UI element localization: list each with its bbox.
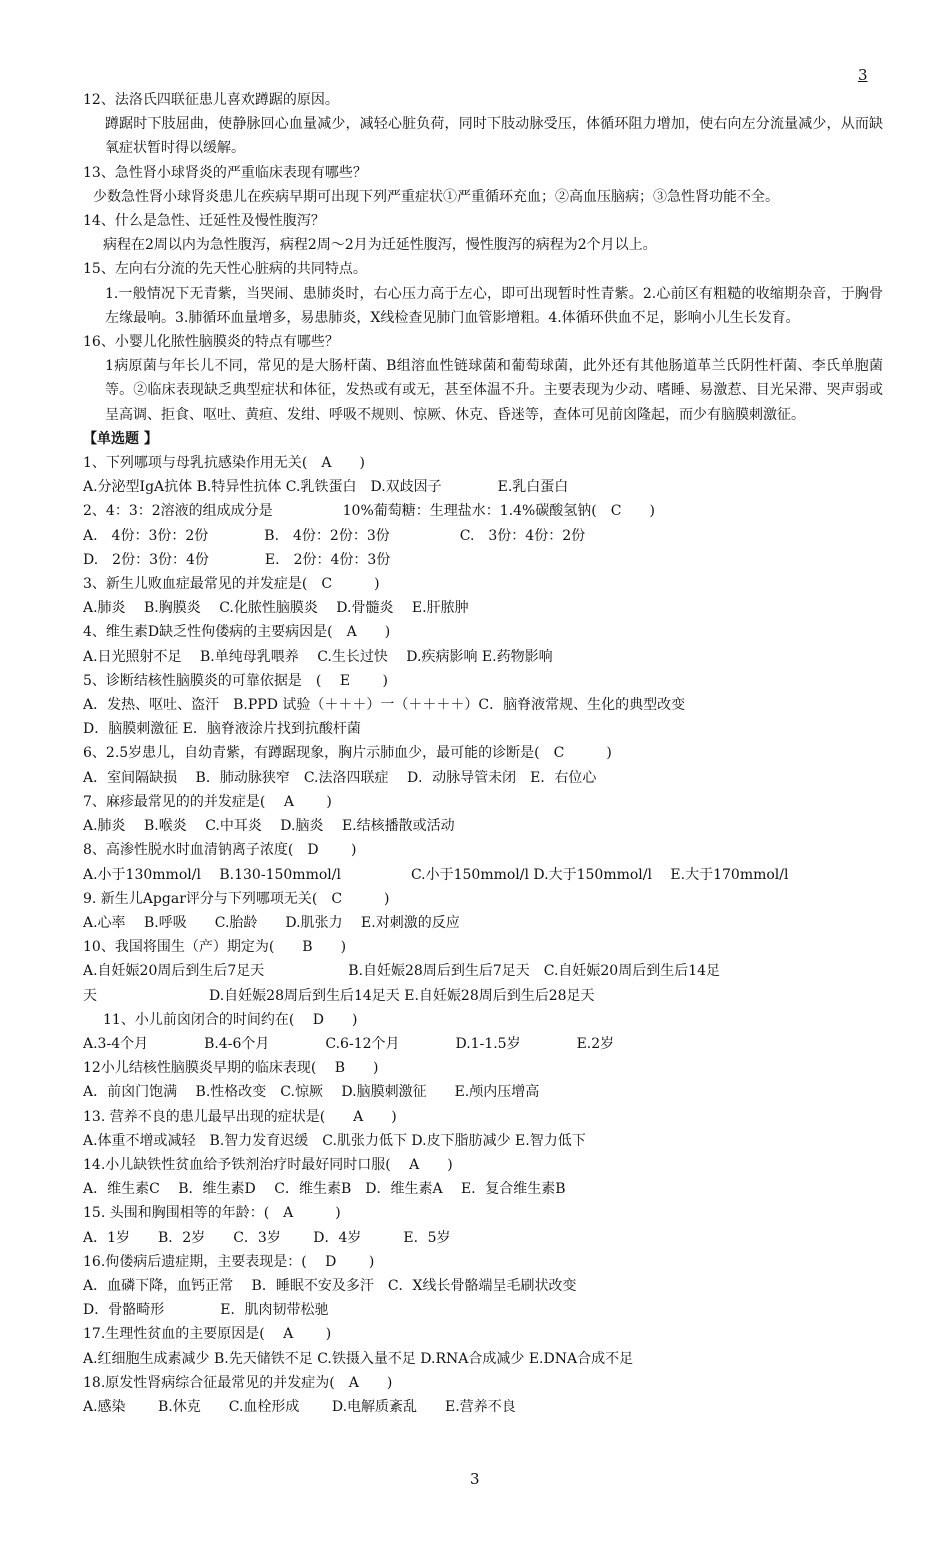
page-number-top: 3 bbox=[858, 66, 868, 84]
mcq-18-options: A.感染 B.休克 C.血栓形成 D.电解质紊乱 E.营养不良 bbox=[83, 1398, 516, 1415]
mcq-16-options-b: D．骨骼畸形 E．肌肉韧带松驰 bbox=[83, 1302, 329, 1319]
mcq-11-stem: 11、小儿前囟闭合的时间约在( D ) bbox=[103, 1011, 358, 1028]
mcq-13-options: A.体重不增或减轻 B.智力发育迟缓 C.肌张力低下 D.皮下脂肪减少 E.智力低下 bbox=[83, 1132, 586, 1149]
question-16-answer: 1病原菌与年长儿不同，常见的是大肠杆菌、B组溶血性链球菌和葡萄球菌，此外还有其他肠道革兰氏阴性杆菌、李氏单胞菌等。②临床表现缺乏典型症状和体征，发热或有或无，甚至体温不升。主要表现为少动、嗜睡、易激惹、目光呆滞、哭声弱或呈高调、拒食、呕吐、黄疸、发绀、呼吸不规则、惊厥、休克、昏迷等，查体可见前囟隆起，而少有脑膜刺激征。 bbox=[105, 358, 883, 423]
question-14-answer: 病程在2周以内为急性腹泻，病程2周～2月为迁延性腹泻，慢性腹泻的病程为2个月以上。 bbox=[103, 237, 657, 254]
question-13-answer: 少数急性肾小球肾炎患儿在疾病早期可出现下列严重症状①严重循环充血；②高血压脑病；③急性肾功能不全。 bbox=[93, 188, 779, 205]
mcq-18-stem: 18.原发性肾病综合征最常见的并发症为( A ) bbox=[83, 1374, 393, 1391]
mcq-10-options-b: 天 D.自妊娠28周后到生后14足天 E.自妊娠28周后到生后28足天 bbox=[83, 987, 595, 1004]
mcq-16-stem: 16.佝偻病后遗症期，主要表现是：( D ) bbox=[83, 1253, 375, 1270]
mcq-9-options: A.心率 B.呼吸 C.胎龄 D.肌张力 E.对刺激的反应 bbox=[83, 914, 460, 931]
mcq-2-options-b: D. 2份：3份：4份 E. 2份：4份：3份 bbox=[83, 551, 391, 568]
mcq-6-stem: 6、2.5岁患儿，自幼青紫，有蹲踞现象，胸片示肺血少，最可能的诊断是( C ) bbox=[83, 745, 612, 762]
mcq-12-options: A．前囟门饱满 B.性格改变 C.惊厥 D.脑膜刺激征 E.颅内压增高 bbox=[83, 1084, 540, 1101]
mcq-7-stem: 7、麻疹最常见的的并发症是( A ) bbox=[83, 793, 332, 810]
mcq-17-stem: 17.生理性贫血的主要原因是( A ) bbox=[83, 1326, 332, 1343]
mcq-1-stem: 1、下列哪项与母乳抗感染作用无关( A ) bbox=[83, 455, 365, 472]
mcq-14-options: A．维生素C B．维生素D C．维生素B D．维生素A E．复合维生素B bbox=[83, 1181, 566, 1198]
question-12-title: 12、法洛氏四联征患儿喜欢蹲踞的原因。 bbox=[83, 92, 339, 108]
question-12-answer: 蹲踞时下肢屈曲，使静脉回心血量减少，减轻心脏负荷，同时下肢动脉受压，体循环阻力增加，使右向左分流量减少，从而缺氧症状暂时得以缓解。 bbox=[105, 116, 883, 157]
mcq-2-options-a: A. 4份：3份：2份 B. 4份：2份：3份 C. 3份：4份：2份 bbox=[83, 527, 586, 544]
mcq-10-options-a: A.自妊娠20周后到生后7足天 B.自妊娠28周后到生后7足天 C.自妊娠20周后到生后14足 bbox=[83, 963, 721, 980]
mcq-15-stem: 15. 头围和胸围相等的年龄：( A ) bbox=[83, 1205, 341, 1222]
mcq-15-options: A．1岁 B．2岁 C．3岁 D．4岁 E．5岁 bbox=[83, 1229, 451, 1246]
mcq-2-stem: 2、4：3：2溶液的组成成分是 10%葡萄糖：生理盐水：1.4%碳酸氢钠( C ) bbox=[83, 503, 655, 520]
mcq-8-options: A.小于130mmol/l B.130-150mmol/l C.小于150mmol/l D.大于150mmol/l E.大于170mmol/l bbox=[83, 866, 789, 883]
mcq-14-stem: 14.小儿缺铁性贫血给予铁剂治疗时最好同时口服( A ) bbox=[83, 1156, 453, 1173]
mcq-13-stem: 13. 营养不良的患儿最早出现的症状是( A ) bbox=[83, 1108, 397, 1125]
section-heading-single-choice: 【单选题 】 bbox=[83, 430, 158, 447]
question-15-title: 15、左向右分流的先天性心脏病的共同特点。 bbox=[83, 261, 367, 278]
mcq-5-options-a: A．发热、呕吐、盗汗 B.PPD 试验（＋＋＋）一（＋＋＋＋）C．脑脊液常规、生化的典型改变 bbox=[83, 697, 686, 714]
mcq-3-stem: 3、新生儿败血症最常见的并发症是( C ) bbox=[83, 576, 380, 593]
mcq-10-stem: 10、我国将围生（产）期定为( B ) bbox=[83, 939, 347, 956]
mcq-4-options: A.日光照射不足 B.单纯母乳喂养 C.生长过快 D.疾病影响 E.药物影响 bbox=[83, 648, 553, 665]
question-15-answer: 1.一般情况下无青紫，当哭闹、患肺炎时，右心压力高于左心，即可出现暂时性青紫。2.心前区有粗糙的收缩期杂音，于胸骨左缘最响。3.肺循环血量增多，易患肺炎，X线检查见肺门血管影增粗。4.体循环供血不足，影响小儿生长发育。 bbox=[105, 285, 883, 326]
mcq-11-options: A.3-4个月 B.4-6个月 C.6-12个月 D.1-1.5岁 E.2岁 bbox=[83, 1035, 615, 1052]
mcq-17-options: A.红细胞生成素减少 B.先天储铁不足 C.铁摄入量不足 D.RNA合成减少 E.DNA合成不足 bbox=[83, 1350, 634, 1367]
mcq-6-options: A．室间隔缺损 B．肺动脉狭窄 C.法洛四联症 D．动脉导管未闭 E．右位心 bbox=[83, 769, 597, 786]
question-13-title: 13、急性肾小球肾炎的严重临床表现有哪些？ bbox=[83, 164, 367, 181]
mcq-9-stem: 9. 新生儿Apgar评分与下列哪项无关( C ) bbox=[83, 890, 390, 907]
mcq-8-stem: 8、高渗性脱水时血清钠离子浓度( D ) bbox=[83, 842, 357, 859]
mcq-4-stem: 4、维生素D缺乏性佝偻病的主要病因是( A ) bbox=[83, 624, 391, 641]
question-14-title: 14、什么是急性、迁延性及慢性腹泻？ bbox=[83, 213, 325, 230]
mcq-16-options-a: A．血磷下降，血钙正常 B．睡眠不安及多汗 C．X线长骨骼端呈毛刷状改变 bbox=[83, 1277, 577, 1294]
mcq-3-options: A.肺炎 B.胸膜炎 C.化脓性脑膜炎 D.骨髓炎 E.肝脓肿 bbox=[83, 600, 469, 617]
mcq-7-options: A.肺炎 B.喉炎 C.中耳炎 D.脑炎 E.结核播散或活动 bbox=[83, 818, 455, 835]
mcq-1-options: A.分泌型IgA抗体 B.特异性抗体 C.乳铁蛋白 D.双歧因子 E.乳白蛋白 bbox=[83, 479, 569, 496]
page-number-bottom: 3 bbox=[470, 1470, 480, 1488]
mcq-12-stem: 12小儿结核性脑膜炎早期的临床表现( B ) bbox=[83, 1060, 379, 1077]
question-16-title: 16、小婴儿化脓性脑膜炎的特点有哪些？ bbox=[83, 334, 339, 351]
mcq-5-options-b: D．脑膜刺激征 E．脑脊液涂片找到抗酸杆菌 bbox=[83, 721, 361, 738]
page-content bbox=[83, 88, 883, 1419]
mcq-5-stem: 5、诊断结核性脑膜炎的可靠依据是 ( E ) bbox=[83, 672, 388, 689]
